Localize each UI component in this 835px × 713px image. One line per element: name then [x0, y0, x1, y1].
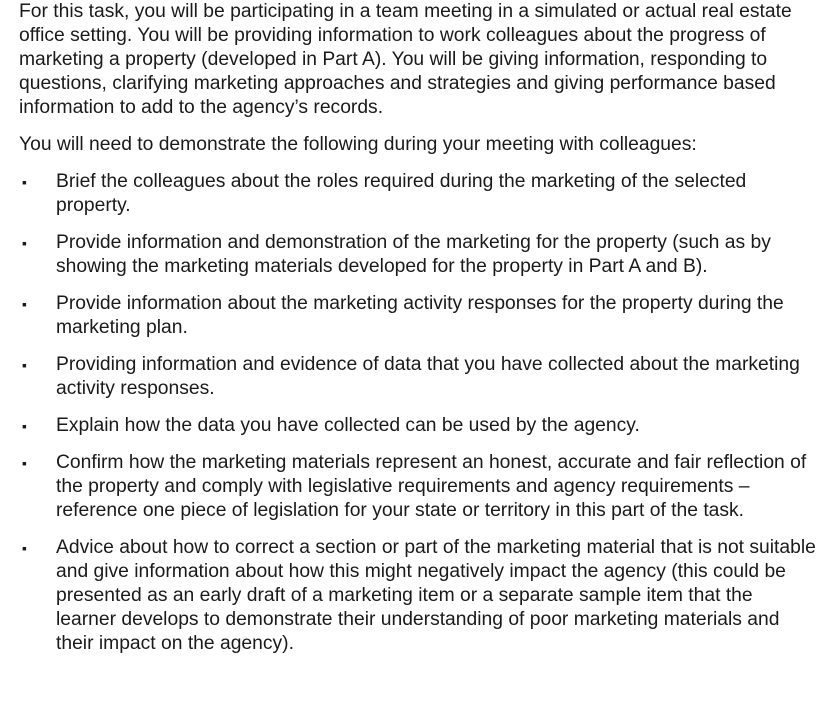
lead-paragraph: You will need to demonstrate the following during your meeting with colleagues:	[19, 134, 697, 155]
list-item	[19, 231, 817, 279]
square-bullet-icon: ▪	[22, 174, 27, 190]
list-item	[19, 353, 817, 401]
list-item-text: Provide information about the marketing activity responses for the property during the marketing plan.	[56, 293, 784, 338]
list-item-text: Providing information and evidence of data that you have collected about the marketing activity responses.	[56, 354, 800, 399]
square-bullet-icon: ▪	[22, 296, 27, 312]
intro-paragraph: For this task, you will be participating in a team meeting in a simulated or actual real estate office setting. You will be providing information to work colleagues about the progress of marketing a property (developed in Part A). You will be giving information, responding to questions, clarifying marketing approaches and strategies and giving performance based information to add to the agency’s records.	[19, 1, 792, 118]
list-item-text: Explain how the data you have collected can be used by the agency.	[56, 415, 640, 436]
list-item	[19, 414, 817, 438]
square-bullet-icon: ▪	[22, 418, 27, 434]
square-bullet-icon: ▪	[22, 357, 27, 373]
list-item-text: Advice about how to correct a section or part of the marketing material that is not suitable and give information about how this might negatively impact the agency (this could be presented as an early draft of a marketing item or a separate sample item that the learner develops to demonstrate their understanding of poor marketing materials and their impact on the agency).	[56, 537, 816, 654]
list-item	[19, 170, 817, 218]
square-bullet-icon: ▪	[22, 540, 27, 556]
square-bullet-icon: ▪	[22, 455, 27, 471]
list-item	[19, 536, 817, 656]
list-item	[19, 451, 817, 523]
list-item	[19, 292, 817, 340]
requirements-list	[19, 170, 817, 656]
list-item-text: Confirm how the marketing materials represent an honest, accurate and fair reflection of the property and comply with legislative requirements and agency requirements – reference one piece of legislation for your state or territory in this part of the task.	[56, 452, 807, 521]
square-bullet-icon: ▪	[22, 235, 27, 251]
list-item-text: Brief the colleagues about the roles required during the marketing of the selected property.	[56, 171, 747, 216]
list-item-text: Provide information and demonstration of the marketing for the property (such as by showing the marketing materials developed for the property in Part A and B).	[56, 232, 771, 277]
